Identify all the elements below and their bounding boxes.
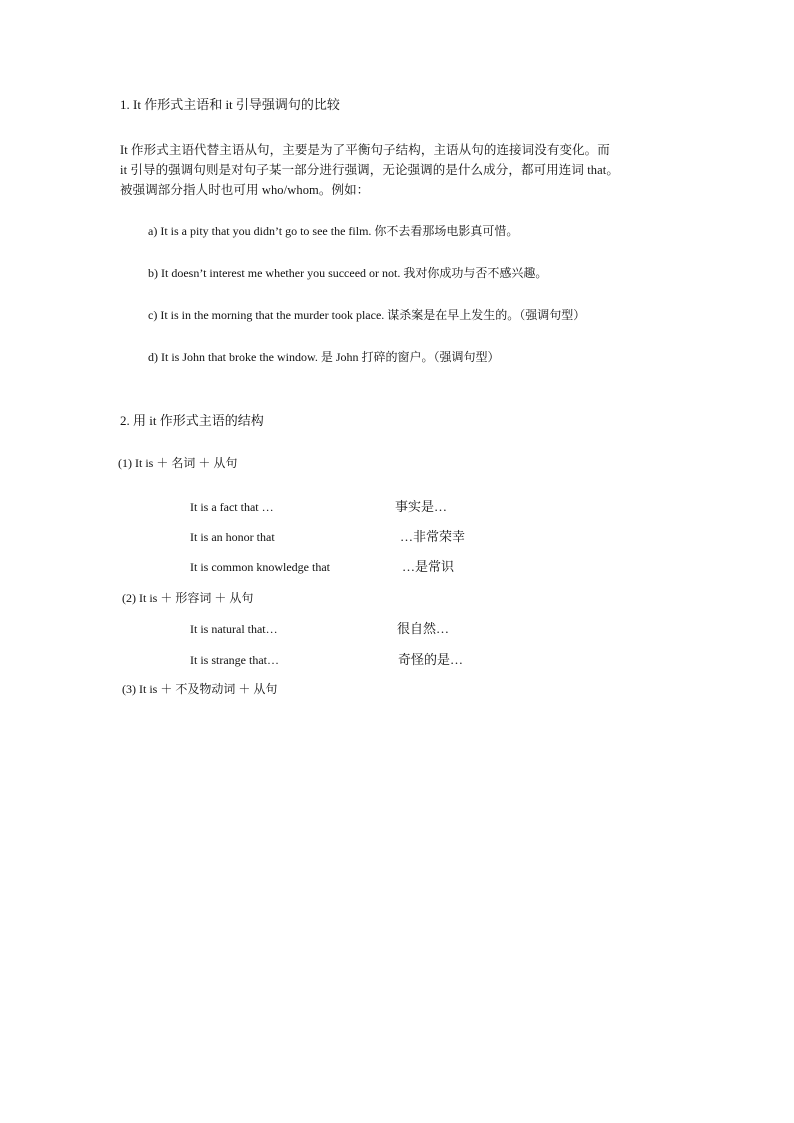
structure-2-row-1-zh: 很自然…	[397, 621, 450, 636]
structure-1-row-3-en: It is common knowledge that	[190, 560, 330, 574]
structure-3-title: (3) It is ＋ 不及物动词 ＋ 从句	[122, 682, 278, 696]
example-d: d) It is John that broke the window. 是 John 打碎的窗户。（强调句型）	[148, 350, 500, 364]
structure-2-title: (2) It is ＋ 形容词 ＋ 从句	[122, 591, 254, 605]
structure-1-row-3-zh: …是常识	[402, 559, 455, 574]
paragraph-line-1: It 作形式主语代替主语从句，主要是为了平衡句子结构，主语从句的连接词没有变化。而	[120, 143, 610, 157]
structure-1-row-2-en: It is an honor that	[190, 530, 275, 544]
paragraph-line-3: 被强调部分指人时也可用 who/whom。例如：	[120, 183, 370, 197]
section-2-heading: 2. 用 it 作形式主语的结构	[120, 413, 264, 428]
structure-2-row-2-zh: 奇怪的是…	[398, 652, 464, 667]
section-1-heading: 1. It 作形式主语和 it 引导强调句的比较	[120, 97, 340, 112]
example-b: b) It doesn’t interest me whether you succeed or not. 我对你成功与否不感兴趣。	[148, 266, 548, 280]
example-a: a) It is a pity that you didn’t go to see the film. 你不去看那场电影真可惜。	[148, 224, 519, 238]
paragraph-line-2: it 引导的强调句则是对句子某一部分进行强调，无论强调的是什么成分，都可用连词 that。	[120, 163, 619, 177]
structure-2-row-1-en: It is natural that…	[190, 622, 278, 636]
structure-1-row-2-zh: …非常荣幸	[400, 529, 466, 544]
structure-1-row-1-zh: 事实是…	[395, 499, 448, 514]
structure-1-row-1-en: It is a fact that …	[190, 500, 274, 514]
structure-2-row-2-en: It is strange that…	[190, 653, 279, 667]
example-c: c) It is in the morning that the murder took place. 谋杀案是在早上发生的。（强调句型）	[148, 308, 586, 322]
structure-1-title: (1) It is ＋ 名词 ＋ 从句	[118, 456, 238, 470]
